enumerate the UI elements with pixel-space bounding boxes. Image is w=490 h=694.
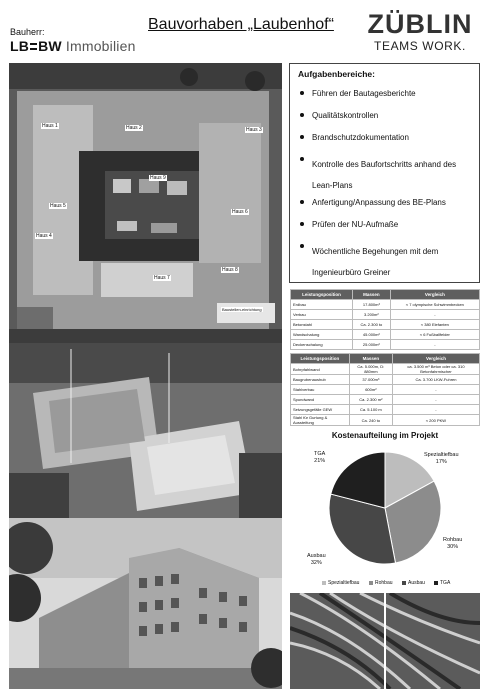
table-header: Leistungsposition — [291, 290, 353, 300]
table-cell: - — [392, 395, 479, 405]
zublin-logo — [364, 10, 476, 53]
tasks-box — [289, 63, 480, 283]
table-cell: Erdbau — [291, 300, 353, 310]
quantities-table-1 — [290, 289, 480, 350]
legend-swatch — [402, 581, 406, 585]
table-row — [291, 340, 480, 350]
slice-label-ausbau — [307, 553, 326, 567]
table-cell: 17.800m³ — [352, 300, 390, 310]
table-cell: Ca. 5.100 m — [349, 405, 392, 415]
table-row — [291, 405, 480, 415]
aerial-label: Haus 6 — [232, 209, 248, 215]
table-cell: 45.000m² — [352, 330, 390, 340]
legend-label: TGA — [440, 580, 451, 586]
aerial-label: Haus 5 — [50, 203, 66, 209]
table-cell: Baugrubenaushub — [291, 375, 350, 385]
table-cell: Ca. 2.300 to — [352, 320, 390, 330]
table-cell: Verbau — [291, 310, 353, 320]
table-row — [291, 375, 480, 385]
table-cell: Stahl für Gurtung & Aussteifung — [291, 415, 350, 426]
table-cell: Wandschalung — [291, 330, 353, 340]
table-cell: - — [392, 385, 479, 395]
table-cell: ≈ 380 Elefanten — [390, 320, 479, 330]
aerial-label: Haus 7 — [154, 275, 170, 281]
table-header: Leistungsposition — [291, 354, 350, 364]
table-cell: 37.000m³ — [349, 375, 392, 385]
table-header-row — [291, 354, 480, 364]
table-cell: - — [390, 310, 479, 320]
table-cell: Bohrpfahlwand — [291, 364, 350, 375]
slice-value: 17% — [435, 459, 447, 465]
table-cell: Setzungsgefälle GEW — [291, 405, 350, 415]
bird-view-photo — [9, 343, 282, 518]
legend-swatch — [322, 581, 326, 585]
table-cell: Ca. 240 to — [349, 415, 392, 426]
legend-item — [322, 580, 359, 586]
table-header: Massen — [352, 290, 390, 300]
slice-label-tga — [314, 451, 325, 465]
table-cell: Ca. 2.300 m² — [349, 395, 392, 405]
equals-icon — [30, 43, 37, 50]
table-cell: ≈ 7 olympische Schwimmbecken — [390, 300, 479, 310]
slice-label-spezialtiefbau — [424, 452, 459, 466]
table-row — [291, 300, 480, 310]
aerial-label: Haus 8 — [222, 267, 238, 273]
table-cell: 25.000m² — [352, 340, 390, 350]
slice-value: 21% — [314, 458, 326, 464]
table-row — [291, 310, 480, 320]
slice-name: TGA — [314, 451, 326, 457]
table-cell: 600m² — [349, 385, 392, 395]
task-item: Brandschutzdokumentation — [312, 132, 472, 143]
client-name-a: LB — [10, 38, 30, 54]
table-header: Massen — [349, 354, 392, 364]
client-name-b: BW — [38, 38, 62, 54]
table-row — [291, 385, 480, 395]
legend-item — [369, 580, 393, 586]
task-item: Prüfen der NU-Aufmaße — [312, 219, 472, 230]
task-item: Anfertigung/Anpassung des BE-Plans — [312, 197, 472, 208]
aerial-label: Haus 2 — [126, 125, 142, 131]
aerial-label: Baustellen-einrichtung — [222, 307, 262, 312]
table-header-row — [291, 290, 480, 300]
legend-swatch — [369, 581, 373, 585]
slice-label-rohbau — [443, 537, 462, 551]
aerial-label: Haus 3 — [246, 127, 262, 133]
legend-item — [434, 580, 450, 586]
table-cell: Ca. 5.000m, D: 880mm — [349, 364, 392, 375]
table-cell: Betonstahl — [291, 320, 353, 330]
client-logo — [10, 38, 136, 54]
task-item: Kontrolle des Baufortschritts anhand des Lean-Plans — [312, 154, 472, 196]
table-row — [291, 415, 480, 426]
legend-item — [402, 580, 425, 586]
aerial-label: Haus 9 — [150, 175, 166, 181]
table-cell: Spundwand — [291, 395, 350, 405]
client-label: Bauherr: — [10, 27, 45, 37]
aerial-site-photo — [9, 63, 282, 343]
legend-label: Ausbau — [408, 580, 425, 586]
page-title: Bauvorhaben „Laubenhof“ — [148, 16, 334, 33]
table-cell: ca. 3.500 m³ Beton oder ca. 310 Betonfahrmischer — [392, 364, 479, 375]
table-cell: Deckenschalung — [291, 340, 353, 350]
table-cell: - — [392, 405, 479, 415]
rendering-graphic — [9, 518, 282, 689]
logo-main: ZÜBLIN — [367, 9, 473, 39]
legend-label: Rohbau — [375, 580, 393, 586]
table-row — [291, 320, 480, 330]
aerial-label: Haus 4 — [36, 233, 52, 239]
table-cell: 3.200m² — [352, 310, 390, 320]
building-rendering — [9, 518, 282, 689]
table-cell: ≈ 200 PKW — [392, 415, 479, 426]
slice-value: 30% — [447, 544, 459, 550]
table-cell: Stahlverbau — [291, 385, 350, 395]
construction-site-photo — [290, 593, 480, 689]
task-item: Wöchentliche Begehungen mit dem Ingenieurbüro Greiner — [312, 241, 472, 283]
logo-sub: TEAMS WORK. — [374, 39, 466, 53]
bird-view-graphic — [9, 343, 282, 518]
site-photo-graphic — [290, 593, 480, 689]
table-cell: - — [390, 340, 479, 350]
table-cell: ≈ 6 Fußballfelder — [390, 330, 479, 340]
table-cell: Ca. 3.700 LKW-Fuhren — [392, 375, 479, 385]
slice-name: Spezialtiefbau — [424, 452, 459, 458]
table-row — [291, 395, 480, 405]
table-row — [291, 330, 480, 340]
legend-label: Spezialtiefbau — [328, 580, 360, 586]
slice-name: Rohbau — [443, 537, 463, 543]
client-name-c: Immobilien — [61, 38, 136, 54]
task-item: Führen der Bautagesberichte — [312, 88, 472, 99]
slice-name: Ausbau — [307, 553, 326, 559]
task-item: Qualitätskontrollen — [312, 110, 472, 121]
table-header: Vergleich — [392, 354, 479, 364]
chart-title: Kostenaufteilung im Projekt — [331, 431, 439, 440]
slice-value: 32% — [310, 560, 322, 566]
table-header: Vergleich — [390, 290, 479, 300]
aerial-label: Haus 1 — [42, 123, 58, 129]
legend-swatch — [434, 581, 438, 585]
tasks-heading: Aufgabenbereiche: — [298, 69, 375, 79]
quantities-table-2 — [290, 353, 480, 426]
table-row — [291, 364, 480, 375]
